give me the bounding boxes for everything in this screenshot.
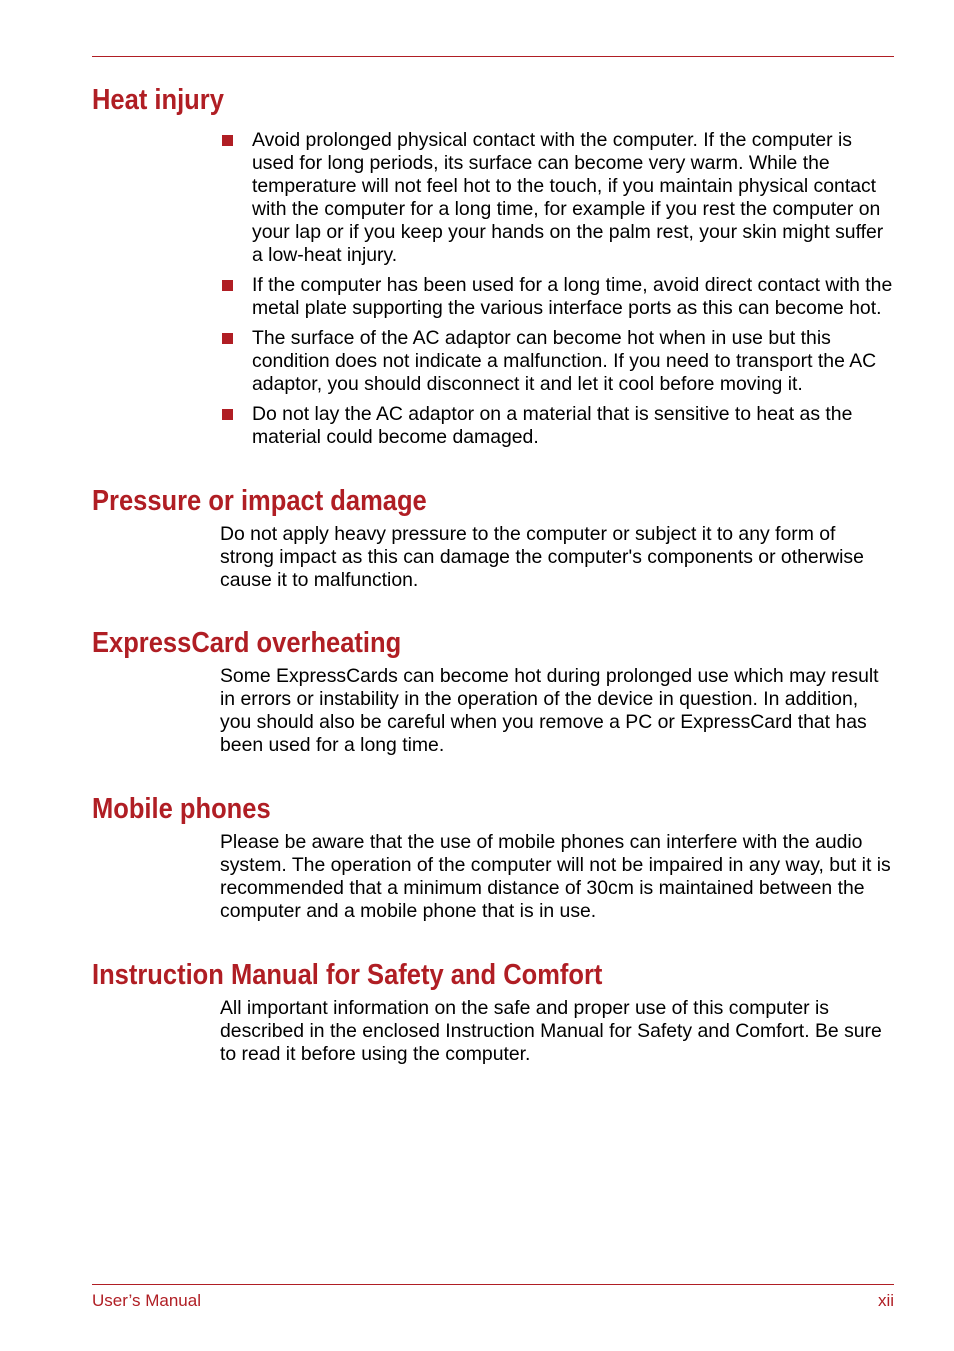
square-bullet-icon	[222, 409, 233, 420]
footer-rule	[92, 1284, 894, 1285]
paragraph-expresscard-overheating: Some ExpressCards can become hot during prolonged use which may result in errors or instability in the operation of the device in question. In addition, you should also be careful when you remove a PC or ExpressCard that has been used for a long time.	[220, 665, 879, 756]
list-item	[220, 403, 894, 449]
section-expresscard-overheating	[92, 623, 894, 757]
heading-instruction-manual: Instruction Manual for Safety and Comfort	[92, 959, 603, 991]
heading-mobile-phones: Mobile phones	[92, 793, 271, 825]
footer-manual-title: User’s Manual	[92, 1291, 201, 1310]
section-pressure-damage	[92, 481, 894, 592]
heading-pressure-damage: Pressure or impact damage	[92, 485, 427, 517]
section-heat-injury	[92, 80, 894, 449]
page-content	[92, 80, 894, 1066]
square-bullet-icon	[222, 333, 233, 344]
page-number: xii	[877, 1291, 894, 1310]
list-item	[220, 274, 894, 320]
list-item-text: The surface of the AC adaptor can become hot when in use but this condition does not indicate a malfunction. If you need to transport the AC adaptor, you should disconnect it and let it cool before moving it.	[252, 327, 877, 395]
section-instruction-manual	[92, 955, 894, 1066]
square-bullet-icon	[222, 280, 233, 291]
list-item-text: If the computer has been used for a long time, avoid direct contact with the metal plate supporting the various interface ports as this can become hot.	[252, 274, 893, 319]
heading-expresscard-overheating: ExpressCard overheating	[92, 627, 402, 659]
paragraph-pressure-damage: Do not apply heavy pressure to the computer or subject it to any form of strong impact as this can damage the computer's components or otherwise cause it to malfunction.	[220, 523, 864, 591]
square-bullet-icon	[222, 135, 233, 146]
list-item	[220, 129, 894, 267]
heading-heat-injury: Heat injury	[92, 84, 224, 116]
bullet-list	[220, 129, 894, 449]
header-rule	[92, 56, 894, 57]
list-item-text: Do not lay the AC adaptor on a material that is sensitive to heat as the material could become damaged.	[252, 403, 853, 448]
paragraph-instruction-manual: All important information on the safe and proper use of this computer is described in the enclosed Instruction Manual for Safety and Comfort. Be sure to read it before using the computer.	[220, 997, 882, 1065]
section-mobile-phones	[92, 789, 894, 923]
paragraph-mobile-phones: Please be aware that the use of mobile phones can interfere with the audio system. The operation of the computer will not be impaired in any way, but it is recommended that a minimum distance of 30cm is maintained between the computer and a mobile phone that is in use.	[220, 831, 891, 922]
list-item	[220, 327, 894, 396]
list-item-text: Avoid prolonged physical contact with the computer. If the computer is used for long periods, its surface can become very warm. While the temperature will not feel hot to the touch, if you maintain physical contact with the computer for a long time, for example if you rest the computer on your lap or if you keep your hands on the palm rest, your skin might suffer a low-heat injury.	[252, 129, 884, 266]
